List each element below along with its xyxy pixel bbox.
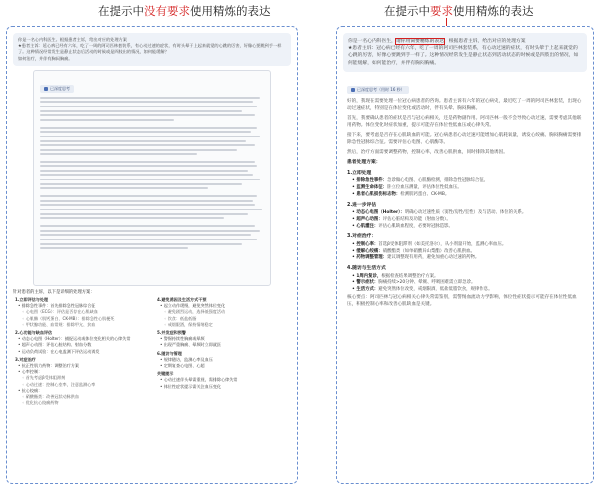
text-line bbox=[40, 149, 237, 151]
outline-item: ◦ 心动过速：控制心室率，注意监测心率 bbox=[22, 381, 96, 387]
outline-item: ◦ 饮食：低盐低脂 bbox=[164, 315, 197, 321]
outline-item: ◦ 避免剧烈运动，选择低强度活动 bbox=[164, 309, 226, 315]
plan-item: • 排除急性事件：急诊做心电图、心肌酶检测，排除急性冠脉综合征。 bbox=[352, 178, 489, 184]
deep-thinking-chip[interactable]: 已深度思考（用时 16 秒） bbox=[347, 86, 409, 94]
plan-title: 患者处理方案： bbox=[347, 160, 381, 166]
text-line bbox=[40, 165, 257, 167]
text-line bbox=[40, 97, 260, 99]
thinking-icon bbox=[44, 87, 48, 91]
section-items bbox=[347, 178, 583, 198]
outline-item: • 定期复查心电图、心超 bbox=[160, 363, 205, 369]
answer-column-1 bbox=[15, 295, 155, 406]
outline-item: • 起立动作缓慢，避免突然体位变化 bbox=[160, 303, 226, 309]
outline-item: ◦ 硝酸酯类：改善冠状动脉供血 bbox=[22, 394, 79, 400]
text-line bbox=[40, 136, 260, 138]
text-line bbox=[40, 200, 253, 202]
highlighted-instruction: 请你用简要精炼的表达 bbox=[395, 39, 444, 44]
text-line bbox=[40, 110, 242, 112]
closing-summary: 核心要点：阿司匹林与冠心病相关心律失常需鉴别，需警惕血流动力学影响，体位性症状提示可能存在体位性低血压，积极控制心率和改善心肌缺血是关键。 bbox=[347, 295, 577, 308]
outline-item: ◦ 首先考虑β受体阻滞剂 bbox=[22, 375, 66, 381]
outline-heading: 关键提示 bbox=[157, 371, 174, 377]
text-line bbox=[40, 101, 253, 103]
plan-item: • 缓解心绞痛：硝酸酯类（如单硝酸异山梨酯）改善心肌供血。 bbox=[352, 248, 475, 254]
right-title: 在提示中要求使用精炼的表达 bbox=[384, 4, 534, 18]
outline-item: • 规律随访，监测心率及血压 bbox=[160, 356, 213, 362]
text-line bbox=[40, 192, 264, 193]
outline-item: • 出现严重胸痛、晕厥时立即就医 bbox=[160, 342, 222, 348]
plan-item: • 监测生命体征：卧立位血压测量，评估体位性低血压。 bbox=[352, 185, 462, 191]
text-line bbox=[40, 204, 255, 206]
outline-item: • 运动负荷试验：在心电监测下评估运动诱发 bbox=[18, 348, 100, 354]
plan-item: • 超声心动图：评估心脏结构及功能（射血分数）。 bbox=[352, 216, 451, 222]
right-chat-panel bbox=[336, 26, 594, 484]
text-line bbox=[40, 213, 248, 215]
text-line bbox=[40, 123, 264, 124]
section-heading: 3.对症治疗： bbox=[347, 234, 377, 240]
outline-item: ◦ 戒烟限酒，保持情绪稳定 bbox=[164, 321, 213, 327]
text-line bbox=[40, 179, 260, 181]
outline-item: • 超声心动图：评估心脏结构、射血分数 bbox=[18, 342, 92, 348]
plan-item: • 1周内复诊，根据检查结果调整治疗方案。 bbox=[352, 273, 439, 279]
prompt-line: 你是一名心内科医生，请你用简要精炼的表达，根据患者主诉，给出对应的处理方案 bbox=[348, 39, 526, 44]
text-line bbox=[40, 114, 255, 116]
section-items bbox=[347, 242, 583, 262]
plan-item: • 警示症状：胸痛持续>20分钟、晕厥、呼吸困难需立即急诊。 bbox=[352, 280, 476, 286]
text-line bbox=[40, 174, 253, 176]
text-line bbox=[40, 230, 260, 232]
plan-item: • 生活方式：避免突然体位改变，戒烟限酒，低盐低脂饮食，规律作息。 bbox=[352, 287, 493, 293]
outline-item: ◦ 心肌酶（肌钙蛋白、CK-MB）：排除急性心肌梗死 bbox=[22, 315, 115, 321]
text-line bbox=[40, 170, 248, 172]
answer-intro: 针对患者的主诉，以下是详细的处理方案： bbox=[13, 289, 95, 295]
outline-item: • 排除急性事件：首先排除急性冠脉综合征 bbox=[18, 303, 96, 309]
outline-heading: 4.避免诱因及生活方式干预 bbox=[157, 297, 207, 302]
text-line bbox=[40, 183, 242, 185]
text-line bbox=[40, 234, 251, 236]
outline-item: • 动态心电图（Holter）：捕捉运动或体位变化相关的心律失常 bbox=[18, 336, 131, 342]
thinking-text-lines bbox=[40, 97, 264, 249]
text-line bbox=[40, 140, 246, 142]
text-line bbox=[40, 247, 188, 249]
text-line bbox=[40, 153, 197, 155]
thinking-paragraph: 首先，我要确认患者的症状是否与冠心病相关，还是药物副作用。阿司匹林一般不会导致心动过速，需要考虑其他联用药物。体位变化时症状加重，提示可能存在体位性低血压或心律失常。 bbox=[347, 116, 582, 129]
outline-item: ◦ 优化抗心绞痛药物 bbox=[22, 400, 59, 406]
deep-thinking-chip[interactable]: 已深度思考 bbox=[40, 85, 74, 93]
outline-item: • 心率控制： bbox=[18, 369, 43, 375]
answer-column-2 bbox=[157, 295, 295, 390]
right-answer bbox=[343, 76, 587, 308]
section-heading: 2.进一步评估 bbox=[347, 202, 377, 208]
outline-item: ◦ 心电图（ECG）：评估是否存在心肌缺血 bbox=[22, 309, 98, 315]
text-line bbox=[40, 225, 255, 227]
left-title: 在提示中没有要求使用精炼的表达 bbox=[98, 4, 271, 18]
section-heading: 4.随访与生活方式 bbox=[347, 266, 386, 272]
plan-item: • 心肌灌注：评估心肌缺血程度，必要时冠脉造影。 bbox=[352, 223, 453, 229]
left-chat-panel bbox=[6, 26, 298, 484]
outline-item: • 体位性症状提示需关注血压变化 bbox=[160, 383, 222, 389]
right-user-prompt bbox=[343, 33, 587, 72]
section-items bbox=[347, 274, 583, 294]
plan-item: • 控制心率：首选β受体阻滞剂（如美托洛尔），从小剂量开始，监测心率血压。 bbox=[352, 241, 507, 247]
text-line bbox=[40, 187, 208, 189]
outline-heading: 5.并发症和预警 bbox=[157, 330, 186, 336]
thinking-icon bbox=[351, 88, 355, 92]
text-line bbox=[40, 239, 257, 241]
text-line bbox=[40, 222, 264, 223]
text-line bbox=[40, 209, 262, 211]
plan-item: • 药物调整管理：建议调整现有用药，避免加重心动过速的药物。 bbox=[352, 255, 480, 261]
text-line bbox=[40, 157, 264, 158]
thinking-paragraph: 然后，治疗方面需要调整药物，控制心率，改善心肌供血，同时排除其他诱因。 bbox=[347, 150, 508, 156]
outline-item: ◦ 甲状腺功能、血常规：排除甲亢、贫血 bbox=[22, 321, 96, 327]
text-line bbox=[40, 161, 255, 163]
prompt-line: ★患者主诉：延心病已经有六年，吃了一周的阿司匹林套装系，有心动过速的症状，有时头晕于上起来就觉的心跳的厉害，好像心要跳到手一样了。这种情况经常发生是静止状态后活动的时候或是四肢出的情况，如何能缓解？ bbox=[18, 43, 282, 55]
outline-item: • 抗心绞痛： bbox=[18, 387, 43, 393]
text-line bbox=[40, 119, 174, 121]
text-line bbox=[40, 243, 242, 245]
thinking-paragraph: 好的，我现在需要处理一位冠心病患者的咨询。患者主诉有六年的冠心病史，最近吃了一周的阿司匹林套装，出现心动过速症状，特别是在体位变化或活动时，伴有头晕、胸闷胸痛。 bbox=[347, 98, 582, 111]
outline-item: • 心动过速伴头晕需重视，需排除心律失常 bbox=[160, 377, 238, 383]
section-heading: 1.立即处理 bbox=[347, 170, 372, 176]
section-items bbox=[347, 210, 583, 230]
outline-heading: 1.立即评估与处理 bbox=[15, 297, 49, 302]
outline-heading: 3.对症治疗 bbox=[15, 356, 36, 362]
left-thinking-card bbox=[33, 70, 271, 286]
outline-heading: 6.随访与管理 bbox=[157, 350, 182, 356]
outline-heading: 2.心功能与缺血评估 bbox=[15, 330, 53, 336]
text-line bbox=[40, 195, 257, 197]
text-line bbox=[40, 106, 257, 108]
text-line bbox=[40, 127, 257, 129]
text-line bbox=[40, 131, 251, 133]
outline-item: • 抗正性肌力药物：调整治疗方案 bbox=[18, 363, 80, 369]
text-line bbox=[40, 144, 255, 146]
thinking-paragraph: 接下来，要考虑是否存在心肌缺血的可能。冠心病患者心动过速可能增加心肌耗氧量，诱发心绞痛。胸闷胸痛需要排除急性冠脉综合征。需要评估心电图、心肌酶等。 bbox=[347, 133, 582, 146]
text-line bbox=[40, 217, 224, 219]
prompt-line: 如何治疗，并伴有胸闷胸痛。 bbox=[18, 55, 73, 61]
plan-item: • 动态心电图（Holter）：明确心动过速性质（窦性/房性/室性）及与活动、体位的关系。 bbox=[352, 210, 527, 216]
plan-item: • 患者心肌损伤标志物：检测肌钙蛋白、CK-MB。 bbox=[352, 191, 450, 197]
prompt-line: ★患者主诉：冠心病已经有六年，吃了一周的阿司匹林套装系，有心动过速的症状，有时头晕于上起来就觉的心跳的厉害，好像心要跳到手一样了。这种情况经常发生是静止状态到活动状态的时候或是四肢出的情况，如何能缓解，如何能治疗，并伴有胸闷胸痛。 bbox=[348, 46, 579, 66]
left-user-prompt bbox=[13, 33, 291, 66]
outline-item: • 警惕持续性胸痛或晕厥 bbox=[160, 336, 205, 342]
prompt-line: 你是一名心内科医生。根据患者主诉，给出对应的处理方案 bbox=[18, 37, 127, 42]
